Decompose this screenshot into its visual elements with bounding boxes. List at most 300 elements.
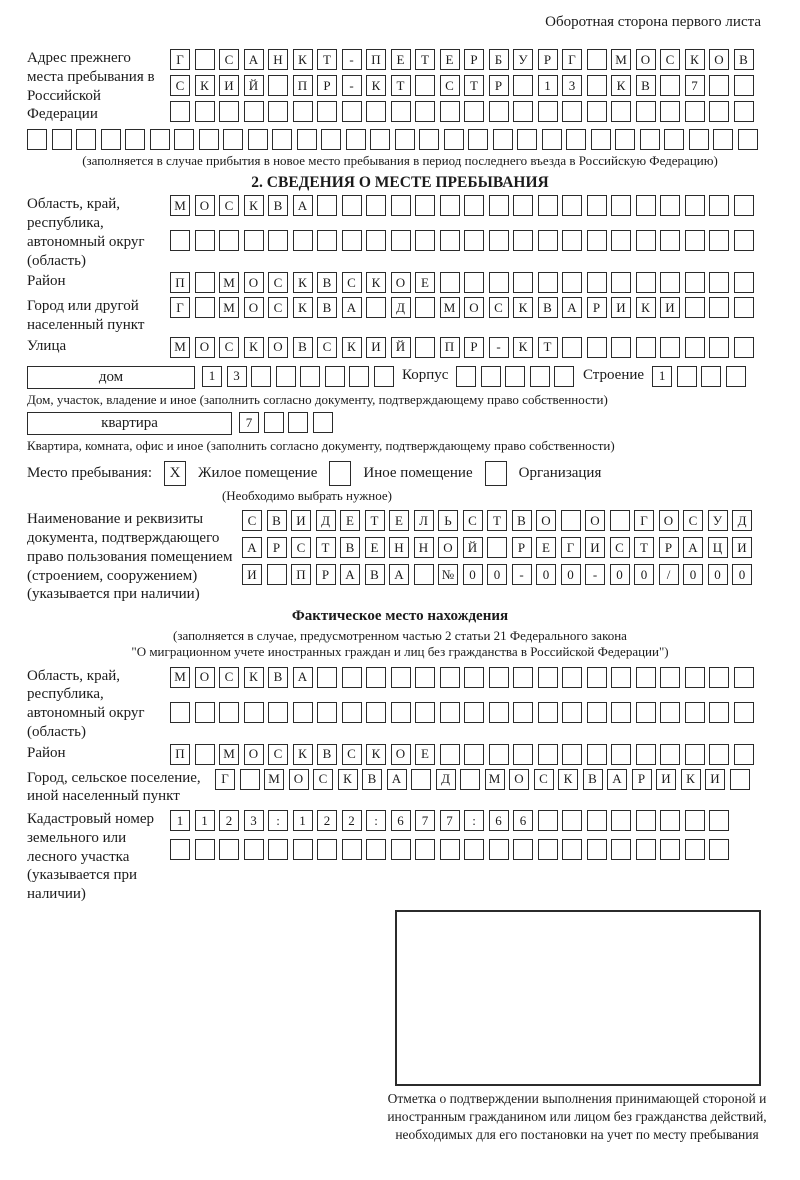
- char-cell[interactable]: [685, 101, 705, 122]
- char-cell[interactable]: В: [340, 537, 360, 558]
- char-cell[interactable]: [293, 839, 313, 860]
- char-cell[interactable]: [513, 272, 533, 293]
- char-cell[interactable]: [195, 839, 215, 860]
- char-cell[interactable]: [611, 839, 631, 860]
- char-cell[interactable]: [440, 667, 460, 688]
- char-cell[interactable]: [660, 839, 680, 860]
- char-cell[interactable]: Р: [464, 337, 484, 358]
- char-cell[interactable]: [219, 101, 239, 122]
- char-cell[interactable]: [293, 702, 313, 723]
- char-cell[interactable]: [170, 101, 190, 122]
- char-cell[interactable]: О: [464, 297, 484, 318]
- char-cell[interactable]: С: [489, 297, 509, 318]
- char-cell[interactable]: К: [366, 744, 386, 765]
- char-cell[interactable]: [342, 101, 362, 122]
- char-cell[interactable]: 0: [561, 564, 581, 585]
- char-cell[interactable]: К: [293, 744, 313, 765]
- char-cell[interactable]: [611, 230, 631, 251]
- char-cell[interactable]: [513, 744, 533, 765]
- char-cell[interactable]: [734, 297, 754, 318]
- char-cell[interactable]: К: [558, 769, 578, 790]
- char-cell[interactable]: С: [317, 337, 337, 358]
- char-cell[interactable]: [195, 272, 215, 293]
- char-cell[interactable]: У: [708, 510, 728, 531]
- char-cell[interactable]: [342, 839, 362, 860]
- char-cell[interactable]: 0: [463, 564, 483, 585]
- char-cell[interactable]: [636, 195, 656, 216]
- char-cell[interactable]: А: [242, 537, 262, 558]
- char-cell[interactable]: С: [610, 537, 630, 558]
- char-cell[interactable]: [342, 230, 362, 251]
- char-cell[interactable]: -: [512, 564, 532, 585]
- char-cell[interactable]: [489, 667, 509, 688]
- char-cell[interactable]: Р: [464, 49, 484, 70]
- char-cell[interactable]: [636, 230, 656, 251]
- char-cell[interactable]: И: [611, 297, 631, 318]
- char-cell[interactable]: Г: [634, 510, 654, 531]
- char-cell[interactable]: [493, 129, 513, 150]
- char-cell[interactable]: С: [219, 49, 239, 70]
- char-cell[interactable]: Й: [463, 537, 483, 558]
- char-cell[interactable]: [611, 272, 631, 293]
- char-cell[interactable]: Е: [389, 510, 409, 531]
- char-cell[interactable]: 0: [487, 564, 507, 585]
- char-cell[interactable]: [170, 702, 190, 723]
- char-cell[interactable]: [27, 129, 47, 150]
- char-cell[interactable]: [288, 412, 308, 433]
- char-cell[interactable]: [300, 366, 320, 387]
- char-cell[interactable]: -: [342, 75, 362, 96]
- char-cell[interactable]: [734, 744, 754, 765]
- char-cell[interactable]: [587, 839, 607, 860]
- char-cell[interactable]: [366, 101, 386, 122]
- char-cell[interactable]: А: [683, 537, 703, 558]
- char-cell[interactable]: С: [268, 744, 288, 765]
- char-cell[interactable]: К: [513, 337, 533, 358]
- char-cell[interactable]: [321, 129, 341, 150]
- char-cell[interactable]: [244, 702, 264, 723]
- char-cell[interactable]: О: [585, 510, 605, 531]
- char-cell[interactable]: 0: [610, 564, 630, 585]
- char-cell[interactable]: [317, 702, 337, 723]
- char-cell[interactable]: С: [342, 272, 362, 293]
- char-cell[interactable]: В: [268, 195, 288, 216]
- char-cell[interactable]: О: [536, 510, 556, 531]
- char-cell[interactable]: [709, 297, 729, 318]
- char-cell[interactable]: 0: [708, 564, 728, 585]
- char-cell[interactable]: [487, 537, 507, 558]
- char-cell[interactable]: Н: [268, 49, 288, 70]
- char-cell[interactable]: Р: [317, 75, 337, 96]
- char-cell[interactable]: Т: [317, 49, 337, 70]
- char-cell[interactable]: [562, 337, 582, 358]
- char-cell[interactable]: [587, 702, 607, 723]
- char-cell[interactable]: [468, 129, 488, 150]
- char-cell[interactable]: В: [267, 510, 287, 531]
- char-cell[interactable]: М: [219, 272, 239, 293]
- char-cell[interactable]: [636, 810, 656, 831]
- char-cell[interactable]: [554, 366, 574, 387]
- char-cell[interactable]: [562, 195, 582, 216]
- char-cell[interactable]: Д: [391, 297, 411, 318]
- char-cell[interactable]: [464, 101, 484, 122]
- char-cell[interactable]: [481, 366, 501, 387]
- char-cell[interactable]: [366, 230, 386, 251]
- char-cell[interactable]: [660, 702, 680, 723]
- char-cell[interactable]: -: [489, 337, 509, 358]
- char-cell[interactable]: [709, 810, 729, 831]
- char-cell[interactable]: [464, 667, 484, 688]
- char-cell[interactable]: [267, 564, 287, 585]
- char-cell[interactable]: [587, 810, 607, 831]
- char-cell[interactable]: [415, 702, 435, 723]
- char-cell[interactable]: [297, 129, 317, 150]
- char-cell[interactable]: [342, 702, 362, 723]
- checkbox-inoe[interactable]: [329, 461, 351, 486]
- char-cell[interactable]: [440, 744, 460, 765]
- char-cell[interactable]: 1: [652, 366, 672, 387]
- char-cell[interactable]: О: [636, 49, 656, 70]
- char-cell[interactable]: [293, 101, 313, 122]
- char-cell[interactable]: 6: [391, 810, 411, 831]
- char-cell[interactable]: [513, 101, 533, 122]
- char-cell[interactable]: Е: [415, 272, 435, 293]
- char-cell[interactable]: [562, 839, 582, 860]
- char-cell[interactable]: [268, 75, 288, 96]
- char-cell[interactable]: -: [342, 49, 362, 70]
- char-cell[interactable]: П: [170, 272, 190, 293]
- char-cell[interactable]: [660, 230, 680, 251]
- char-cell[interactable]: [419, 129, 439, 150]
- char-cell[interactable]: К: [636, 297, 656, 318]
- char-cell[interactable]: [150, 129, 170, 150]
- char-cell[interactable]: О: [268, 337, 288, 358]
- char-cell[interactable]: Е: [340, 510, 360, 531]
- char-cell[interactable]: [538, 101, 558, 122]
- char-cell[interactable]: [317, 839, 337, 860]
- char-cell[interactable]: М: [219, 744, 239, 765]
- char-cell[interactable]: [587, 75, 607, 96]
- char-cell[interactable]: В: [583, 769, 603, 790]
- char-cell[interactable]: [317, 101, 337, 122]
- char-cell[interactable]: [440, 101, 460, 122]
- char-cell[interactable]: С: [291, 537, 311, 558]
- char-cell[interactable]: [562, 272, 582, 293]
- char-cell[interactable]: С: [313, 769, 333, 790]
- char-cell[interactable]: [174, 129, 194, 150]
- char-cell[interactable]: [199, 129, 219, 150]
- char-cell[interactable]: О: [244, 297, 264, 318]
- char-cell[interactable]: Б: [489, 49, 509, 70]
- char-cell[interactable]: [685, 195, 705, 216]
- char-cell[interactable]: Г: [562, 49, 582, 70]
- char-cell[interactable]: 7: [440, 810, 460, 831]
- char-cell[interactable]: [734, 101, 754, 122]
- char-cell[interactable]: [734, 230, 754, 251]
- char-cell[interactable]: [636, 337, 656, 358]
- char-cell[interactable]: Р: [512, 537, 532, 558]
- char-cell[interactable]: Т: [415, 49, 435, 70]
- char-cell[interactable]: А: [389, 564, 409, 585]
- char-cell[interactable]: [685, 839, 705, 860]
- char-cell[interactable]: [562, 230, 582, 251]
- char-cell[interactable]: [456, 366, 476, 387]
- char-cell[interactable]: [489, 230, 509, 251]
- char-cell[interactable]: [709, 744, 729, 765]
- char-cell[interactable]: [636, 272, 656, 293]
- char-cell[interactable]: [538, 702, 558, 723]
- char-cell[interactable]: С: [342, 744, 362, 765]
- char-cell[interactable]: :: [464, 810, 484, 831]
- char-cell[interactable]: Ь: [438, 510, 458, 531]
- char-cell[interactable]: С: [268, 272, 288, 293]
- char-cell[interactable]: [415, 839, 435, 860]
- char-cell[interactable]: С: [683, 510, 703, 531]
- char-cell[interactable]: [562, 101, 582, 122]
- char-cell[interactable]: [346, 129, 366, 150]
- char-cell[interactable]: [464, 839, 484, 860]
- char-cell[interactable]: [587, 49, 607, 70]
- char-cell[interactable]: [195, 744, 215, 765]
- char-cell[interactable]: [611, 810, 631, 831]
- char-cell[interactable]: [713, 129, 733, 150]
- char-cell[interactable]: Й: [391, 337, 411, 358]
- char-cell[interactable]: [685, 230, 705, 251]
- char-cell[interactable]: 0: [536, 564, 556, 585]
- char-cell[interactable]: К: [293, 297, 313, 318]
- char-cell[interactable]: [677, 366, 697, 387]
- char-cell[interactable]: [415, 337, 435, 358]
- char-cell[interactable]: [587, 667, 607, 688]
- char-cell[interactable]: [538, 230, 558, 251]
- char-cell[interactable]: [738, 129, 758, 150]
- char-cell[interactable]: №: [438, 564, 458, 585]
- char-cell[interactable]: Л: [414, 510, 434, 531]
- char-cell[interactable]: [615, 129, 635, 150]
- char-cell[interactable]: [366, 839, 386, 860]
- char-cell[interactable]: [611, 702, 631, 723]
- char-cell[interactable]: :: [268, 810, 288, 831]
- char-cell[interactable]: [538, 810, 558, 831]
- char-cell[interactable]: С: [440, 75, 460, 96]
- char-cell[interactable]: А: [562, 297, 582, 318]
- char-cell[interactable]: [464, 272, 484, 293]
- char-cell[interactable]: Н: [389, 537, 409, 558]
- char-cell[interactable]: Р: [538, 49, 558, 70]
- char-cell[interactable]: [513, 667, 533, 688]
- char-cell[interactable]: [591, 129, 611, 150]
- char-cell[interactable]: А: [293, 195, 313, 216]
- char-cell[interactable]: Р: [316, 564, 336, 585]
- char-cell[interactable]: Т: [365, 510, 385, 531]
- char-cell[interactable]: 2: [317, 810, 337, 831]
- char-cell[interactable]: Е: [536, 537, 556, 558]
- char-cell[interactable]: У: [513, 49, 533, 70]
- char-cell[interactable]: [415, 667, 435, 688]
- char-cell[interactable]: [538, 839, 558, 860]
- char-cell[interactable]: [664, 129, 684, 150]
- char-cell[interactable]: [610, 510, 630, 531]
- char-cell[interactable]: [513, 75, 533, 96]
- char-cell[interactable]: [611, 744, 631, 765]
- char-cell[interactable]: К: [611, 75, 631, 96]
- char-cell[interactable]: [325, 366, 345, 387]
- char-cell[interactable]: -: [585, 564, 605, 585]
- char-cell[interactable]: [195, 297, 215, 318]
- char-cell[interactable]: И: [732, 537, 752, 558]
- char-cell[interactable]: 3: [227, 366, 247, 387]
- char-cell[interactable]: А: [607, 769, 627, 790]
- char-cell[interactable]: [391, 667, 411, 688]
- char-cell[interactable]: В: [293, 337, 313, 358]
- char-cell[interactable]: [313, 412, 333, 433]
- char-cell[interactable]: Ц: [708, 537, 728, 558]
- char-cell[interactable]: [709, 75, 729, 96]
- house-type-box[interactable]: дом: [27, 366, 195, 389]
- char-cell[interactable]: О: [289, 769, 309, 790]
- char-cell[interactable]: П: [291, 564, 311, 585]
- char-cell[interactable]: А: [342, 297, 362, 318]
- char-cell[interactable]: В: [512, 510, 532, 531]
- char-cell[interactable]: [440, 230, 460, 251]
- char-cell[interactable]: [685, 337, 705, 358]
- char-cell[interactable]: С: [242, 510, 262, 531]
- char-cell[interactable]: [268, 101, 288, 122]
- char-cell[interactable]: С: [219, 337, 239, 358]
- char-cell[interactable]: Е: [391, 49, 411, 70]
- char-cell[interactable]: Т: [487, 510, 507, 531]
- char-cell[interactable]: О: [391, 272, 411, 293]
- char-cell[interactable]: [734, 272, 754, 293]
- char-cell[interactable]: [268, 230, 288, 251]
- char-cell[interactable]: [374, 366, 394, 387]
- char-cell[interactable]: [685, 297, 705, 318]
- char-cell[interactable]: Г: [170, 49, 190, 70]
- char-cell[interactable]: О: [195, 667, 215, 688]
- char-cell[interactable]: [709, 195, 729, 216]
- char-cell[interactable]: [611, 337, 631, 358]
- char-cell[interactable]: [125, 129, 145, 150]
- char-cell[interactable]: Й: [244, 75, 264, 96]
- char-cell[interactable]: [513, 702, 533, 723]
- char-cell[interactable]: Е: [415, 744, 435, 765]
- char-cell[interactable]: В: [636, 75, 656, 96]
- char-cell[interactable]: [538, 667, 558, 688]
- char-cell[interactable]: Г: [170, 297, 190, 318]
- char-cell[interactable]: [264, 412, 284, 433]
- char-cell[interactable]: [276, 366, 296, 387]
- char-cell[interactable]: [587, 230, 607, 251]
- char-cell[interactable]: [464, 195, 484, 216]
- char-cell[interactable]: О: [244, 744, 264, 765]
- char-cell[interactable]: 7: [415, 810, 435, 831]
- char-cell[interactable]: [636, 839, 656, 860]
- char-cell[interactable]: [366, 195, 386, 216]
- char-cell[interactable]: [440, 272, 460, 293]
- char-cell[interactable]: [513, 839, 533, 860]
- char-cell[interactable]: К: [366, 75, 386, 96]
- char-cell[interactable]: [611, 195, 631, 216]
- char-cell[interactable]: [587, 744, 607, 765]
- char-cell[interactable]: [587, 101, 607, 122]
- char-cell[interactable]: [587, 195, 607, 216]
- char-cell[interactable]: 6: [513, 810, 533, 831]
- char-cell[interactable]: 0: [732, 564, 752, 585]
- char-cell[interactable]: [272, 129, 292, 150]
- char-cell[interactable]: [464, 230, 484, 251]
- char-cell[interactable]: [223, 129, 243, 150]
- char-cell[interactable]: [440, 195, 460, 216]
- char-cell[interactable]: [370, 129, 390, 150]
- char-cell[interactable]: К: [244, 337, 264, 358]
- char-cell[interactable]: [562, 744, 582, 765]
- char-cell[interactable]: [538, 195, 558, 216]
- char-cell[interactable]: [517, 129, 537, 150]
- char-cell[interactable]: [268, 839, 288, 860]
- char-cell[interactable]: [660, 195, 680, 216]
- char-cell[interactable]: [248, 129, 268, 150]
- checkbox-zhiloe[interactable]: X: [164, 461, 186, 486]
- char-cell[interactable]: [391, 702, 411, 723]
- char-cell[interactable]: [317, 230, 337, 251]
- char-cell[interactable]: [513, 230, 533, 251]
- char-cell[interactable]: О: [244, 272, 264, 293]
- char-cell[interactable]: [489, 839, 509, 860]
- char-cell[interactable]: 1: [202, 366, 222, 387]
- char-cell[interactable]: И: [585, 537, 605, 558]
- char-cell[interactable]: [709, 272, 729, 293]
- char-cell[interactable]: [342, 195, 362, 216]
- char-cell[interactable]: Р: [632, 769, 652, 790]
- char-cell[interactable]: [636, 744, 656, 765]
- char-cell[interactable]: 1: [293, 810, 313, 831]
- char-cell[interactable]: [660, 272, 680, 293]
- char-cell[interactable]: [587, 272, 607, 293]
- char-cell[interactable]: [660, 337, 680, 358]
- char-cell[interactable]: [685, 810, 705, 831]
- char-cell[interactable]: [195, 101, 215, 122]
- char-cell[interactable]: П: [170, 744, 190, 765]
- char-cell[interactable]: [244, 839, 264, 860]
- char-cell[interactable]: 2: [219, 810, 239, 831]
- char-cell[interactable]: 2: [342, 810, 362, 831]
- char-cell[interactable]: М: [170, 195, 190, 216]
- char-cell[interactable]: О: [195, 195, 215, 216]
- char-cell[interactable]: [293, 230, 313, 251]
- char-cell[interactable]: И: [660, 297, 680, 318]
- char-cell[interactable]: [542, 129, 562, 150]
- char-cell[interactable]: К: [685, 49, 705, 70]
- char-cell[interactable]: Т: [316, 537, 336, 558]
- char-cell[interactable]: [195, 49, 215, 70]
- char-cell[interactable]: [195, 230, 215, 251]
- char-cell[interactable]: Т: [391, 75, 411, 96]
- char-cell[interactable]: Г: [215, 769, 235, 790]
- char-cell[interactable]: [530, 366, 550, 387]
- char-cell[interactable]: Т: [634, 537, 654, 558]
- char-cell[interactable]: [587, 337, 607, 358]
- char-cell[interactable]: [415, 101, 435, 122]
- char-cell[interactable]: [489, 702, 509, 723]
- char-cell[interactable]: К: [244, 667, 264, 688]
- char-cell[interactable]: [101, 129, 121, 150]
- char-cell[interactable]: С: [463, 510, 483, 531]
- char-cell[interactable]: К: [338, 769, 358, 790]
- char-cell[interactable]: [415, 230, 435, 251]
- char-cell[interactable]: О: [195, 337, 215, 358]
- char-cell[interactable]: [52, 129, 72, 150]
- char-cell[interactable]: [349, 366, 369, 387]
